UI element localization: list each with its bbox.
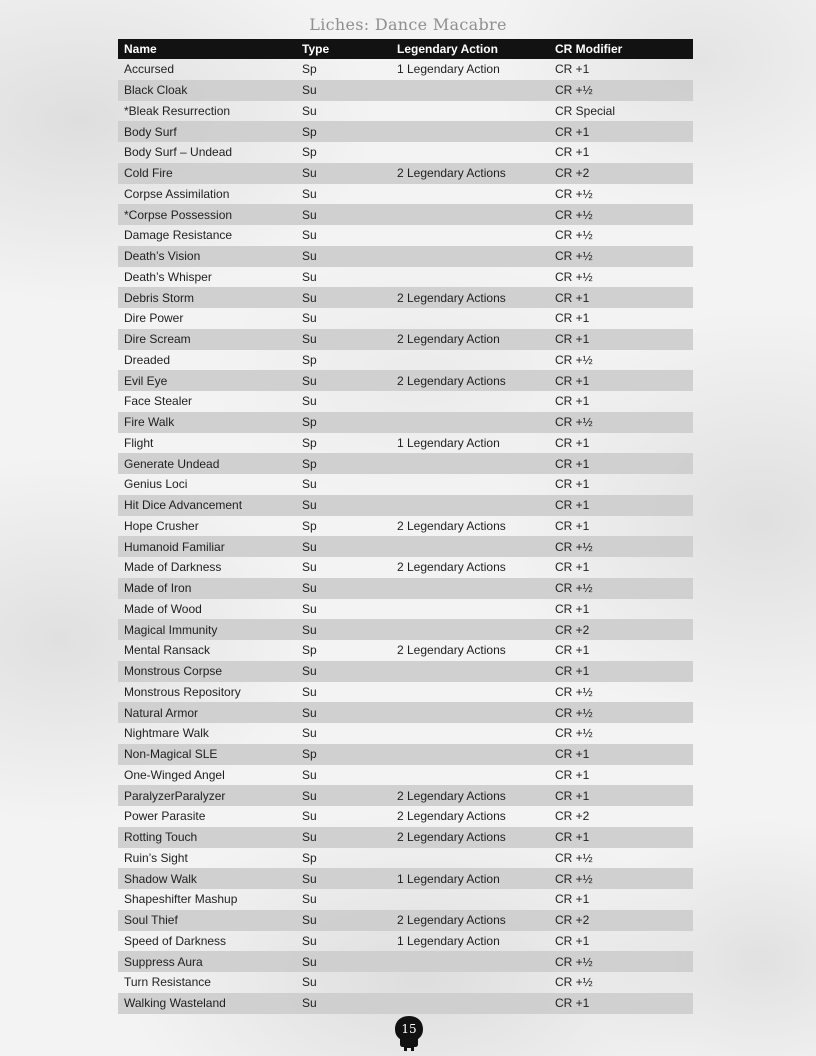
table-row [118,163,693,184]
cell-name: Generate Undead [124,456,220,471]
cell-legendary-action: 2 Legendary Actions [397,166,506,181]
table-row [118,557,693,578]
cell-legendary-action [391,474,549,495]
cell-cr-modifier: CR +1 [555,62,590,77]
cell-legendary-action: 2 Legendary Actions [397,809,506,824]
cell-legendary-action: 2 Legendary Actions [397,788,506,803]
table-body [118,59,693,1014]
table-row [118,204,693,225]
cell-name: Flight [124,435,154,450]
cell-legendary-action: 2 Legendary Actions [397,643,506,658]
cell-name: Speed of Darkness [124,933,227,948]
cell-legendary-action: 2 Legendary Actions [397,830,506,845]
cell-name: Shadow Walk [124,871,197,886]
cell-cr-modifier: CR +½ [555,415,593,430]
cell-cr-modifier: CR +1 [555,124,590,139]
cell-cr-modifier: CR +½ [555,581,593,596]
cell-cr-modifier: CR +1 [555,892,590,907]
cell-cr-modifier: CR +½ [555,871,593,886]
cell-cr-modifier: CR +½ [555,207,593,222]
cell-cr-modifier: CR +½ [555,186,593,201]
cell-name: Monstrous Corpse [124,664,223,679]
cell-name: Death’s Vision [124,249,201,264]
cell-type: Sp [302,850,317,865]
cell-legendary-action [391,744,549,765]
cell-cr-modifier: CR +1 [555,477,590,492]
abilities-table [118,39,693,1014]
cell-legendary-action [391,184,549,205]
table-row [118,868,693,889]
cell-name: Debris Storm [124,290,195,305]
table-row [118,599,693,620]
table-row [118,308,693,329]
cell-name: Damage Resistance [124,228,233,243]
cell-type: Su [302,477,317,492]
cell-legendary-action [391,495,549,516]
cell-cr-modifier: CR +1 [555,394,590,409]
cell-legendary-action [391,391,549,412]
column-header-legendary-action: Legendary Action [397,42,498,56]
cell-name: Fire Walk [124,415,175,430]
cell-type: Su [302,664,317,679]
cell-name: Humanoid Familiar [124,539,225,554]
cell-name: *Bleak Resurrection [124,103,231,118]
cell-type: Su [302,767,317,782]
table-row [118,682,693,703]
cell-name: *Corpse Possession [124,207,233,222]
cell-legendary-action [391,350,549,371]
cell-name: Monstrous Repository [124,684,241,699]
cell-legendary-action [391,267,549,288]
cell-cr-modifier: CR +2 [555,166,590,181]
cell-name: Evil Eye [124,373,168,388]
cell-type: Su [302,601,317,616]
cell-cr-modifier: CR +1 [555,788,590,803]
cell-type: Su [302,332,317,347]
cell-name: Ruin’s Sight [124,850,188,865]
cell-cr-modifier: CR +1 [555,311,590,326]
cell-type: Sp [302,643,317,658]
cell-type: Su [302,269,317,284]
cell-cr-modifier: CR +2 [555,913,590,928]
table-row [118,329,693,350]
cell-name: Natural Armor [124,705,199,720]
cell-type: Su [302,103,317,118]
table-row [118,765,693,786]
cell-cr-modifier: CR +1 [555,996,590,1011]
cell-legendary-action [391,80,549,101]
cell-cr-modifier: CR +1 [555,830,590,845]
table-row [118,287,693,308]
cell-cr-modifier: CR +1 [555,332,590,347]
page-number-badge [393,1015,425,1053]
cell-type: Su [302,622,317,637]
table-row [118,267,693,288]
cell-name: Genius Loci [124,477,188,492]
cell-cr-modifier: CR +1 [555,767,590,782]
cell-legendary-action: 1 Legendary Action [397,62,500,77]
cell-type: Su [302,954,317,969]
table-row [118,640,693,661]
table-row [118,184,693,205]
table-row [118,972,693,993]
table-row [118,910,693,931]
column-header-cr-modifier: CR Modifier [555,42,623,56]
cell-type: Su [302,394,317,409]
cell-type: Su [302,249,317,264]
cell-name: Non-Magical SLE [124,747,218,762]
cell-legendary-action [391,993,549,1014]
cell-type: Su [302,539,317,554]
cell-cr-modifier: CR +½ [555,249,593,264]
cell-type: Su [302,186,317,201]
table-row [118,412,693,433]
cell-cr-modifier: CR +1 [555,664,590,679]
cell-type: Su [302,871,317,886]
table-row [118,536,693,557]
cell-type: Su [302,207,317,222]
cell-type: Sp [302,145,317,160]
cell-cr-modifier: CR +1 [555,747,590,762]
cell-legendary-action [391,101,549,122]
cell-cr-modifier: CR +½ [555,684,593,699]
cell-legendary-action: 1 Legendary Action [397,435,500,450]
cell-legendary-action [391,889,549,910]
cell-type: Sp [302,415,317,430]
cell-legendary-action [391,661,549,682]
cell-type: Su [302,913,317,928]
table-row [118,702,693,723]
cell-name: Turn Resistance [124,975,211,990]
abilities-table-container [118,39,693,1014]
cell-legendary-action [391,453,549,474]
cell-legendary-action [391,536,549,557]
cell-type: Su [302,788,317,803]
cell-legendary-action [391,619,549,640]
cell-cr-modifier: CR +2 [555,809,590,824]
table-row [118,121,693,142]
cell-legendary-action [391,972,549,993]
cell-name: Dire Scream [124,332,191,347]
cell-type: Sp [302,62,317,77]
cell-legendary-action [391,225,549,246]
cell-name: Nightmare Walk [124,726,209,741]
cell-cr-modifier: CR +1 [555,145,590,160]
running-title: Liches: Dance Macabre [309,15,507,34]
cell-name: Black Cloak [124,83,188,98]
cell-cr-modifier: CR +½ [555,975,593,990]
column-header-type: Type [302,42,330,56]
table-row [118,785,693,806]
cell-type: Su [302,228,317,243]
cell-cr-modifier: CR +1 [555,456,590,471]
cell-legendary-action: 2 Legendary Actions [397,913,506,928]
cell-legendary-action [391,204,549,225]
cell-cr-modifier: CR +½ [555,83,593,98]
table-row [118,848,693,869]
cell-legendary-action [391,121,549,142]
table-row [118,993,693,1014]
table-row [118,142,693,163]
cell-cr-modifier: CR +½ [555,726,593,741]
table-row [118,433,693,454]
cell-name: Magical Immunity [124,622,218,637]
cell-name: ParalyzerParalyzer [124,788,226,803]
cell-legendary-action: 2 Legendary Actions [397,373,506,388]
cell-type: Su [302,996,317,1011]
cell-type: Sp [302,747,317,762]
table-row [118,350,693,371]
cell-type: Sp [302,456,317,471]
cell-type: Su [302,726,317,741]
cell-legendary-action [391,578,549,599]
cell-legendary-action [391,765,549,786]
cell-type: Su [302,933,317,948]
cell-name: One-Winged Angel [124,767,225,782]
cell-cr-modifier: CR +1 [555,435,590,450]
cell-type: Su [302,975,317,990]
cell-name: Shapeshifter Mashup [124,892,238,907]
cell-legendary-action [391,682,549,703]
table-row [118,370,693,391]
cell-name: Suppress Aura [124,954,203,969]
cell-cr-modifier: CR +1 [555,643,590,658]
cell-cr-modifier: CR +1 [555,290,590,305]
table-row [118,391,693,412]
cell-name: Mental Ransack [124,643,211,658]
table-row [118,951,693,972]
cell-legendary-action [391,412,549,433]
cell-name: Walking Wasteland [124,996,226,1011]
cell-legendary-action [391,951,549,972]
cell-type: Su [302,311,317,326]
cell-legendary-action: 2 Legendary Action [397,332,500,347]
cell-type: Su [302,830,317,845]
cell-type: Su [302,498,317,513]
table-header-row [118,39,693,59]
table-row [118,516,693,537]
cell-name: Accursed [124,62,175,77]
table-row [118,59,693,80]
cell-cr-modifier: CR Special [555,103,616,118]
cell-name: Rotting Touch [124,830,198,845]
table-row [118,225,693,246]
table-row [118,723,693,744]
cell-legendary-action: 1 Legendary Action [397,933,500,948]
cell-legendary-action [391,848,549,869]
cell-cr-modifier: CR +1 [555,373,590,388]
cell-name: Made of Wood [124,601,202,616]
column-header-name: Name [124,42,157,56]
page-number: 15 [401,1022,417,1036]
cell-type: Su [302,809,317,824]
cell-type: Sp [302,518,317,533]
cell-legendary-action [391,702,549,723]
table-row [118,578,693,599]
table-row [118,101,693,122]
cell-legendary-action: 2 Legendary Actions [397,518,506,533]
cell-type: Su [302,373,317,388]
cell-name: Made of Iron [124,581,192,596]
cell-legendary-action [391,246,549,267]
cell-legendary-action: 1 Legendary Action [397,871,500,886]
cell-cr-modifier: CR +1 [555,498,590,513]
table-row [118,827,693,848]
cell-legendary-action [391,599,549,620]
cell-cr-modifier: CR +1 [555,518,590,533]
cell-name: Hit Dice Advancement [124,498,243,513]
cell-type: Su [302,166,317,181]
table-row [118,744,693,765]
table-row [118,889,693,910]
cell-legendary-action [391,308,549,329]
cell-name: Dreaded [124,352,171,367]
cell-cr-modifier: CR +2 [555,622,590,637]
cell-type: Su [302,892,317,907]
cell-type: Su [302,83,317,98]
cell-type: Su [302,684,317,699]
cell-cr-modifier: CR +½ [555,705,593,720]
cell-type: Su [302,705,317,720]
cell-cr-modifier: CR +½ [555,850,593,865]
cell-name: Cold Fire [124,166,173,181]
cell-cr-modifier: CR +½ [555,352,593,367]
cell-legendary-action: 2 Legendary Actions [397,560,506,575]
cell-name: Death’s Whisper [124,269,212,284]
cell-cr-modifier: CR +½ [555,539,593,554]
table-row [118,495,693,516]
cell-type: Su [302,581,317,596]
table-row [118,246,693,267]
table-row [118,474,693,495]
cell-legendary-action [391,142,549,163]
cell-cr-modifier: CR +1 [555,601,590,616]
cell-cr-modifier: CR +1 [555,933,590,948]
cell-type: Sp [302,124,317,139]
cell-name: Body Surf [124,124,177,139]
table-row [118,806,693,827]
cell-name: Body Surf – Undead [124,145,233,160]
cell-name: Made of Darkness [124,560,222,575]
cell-name: Soul Thief [124,913,178,928]
cell-legendary-action: 2 Legendary Actions [397,290,506,305]
cell-cr-modifier: CR +½ [555,228,593,243]
cell-name: Face Stealer [124,394,193,409]
cell-name: Hope Crusher [124,518,199,533]
cell-name: Dire Power [124,311,184,326]
table-row [118,619,693,640]
cell-cr-modifier: CR +½ [555,954,593,969]
cell-type: Su [302,290,317,305]
cell-type: Sp [302,352,317,367]
cell-cr-modifier: CR +1 [555,560,590,575]
table-row [118,661,693,682]
cell-cr-modifier: CR +½ [555,269,593,284]
cell-name: Corpse Assimilation [124,186,230,201]
cell-type: Sp [302,435,317,450]
table-row [118,931,693,952]
cell-name: Power Parasite [124,809,206,824]
cell-legendary-action [391,723,549,744]
table-row [118,80,693,101]
table-row [118,453,693,474]
cell-type: Su [302,560,317,575]
